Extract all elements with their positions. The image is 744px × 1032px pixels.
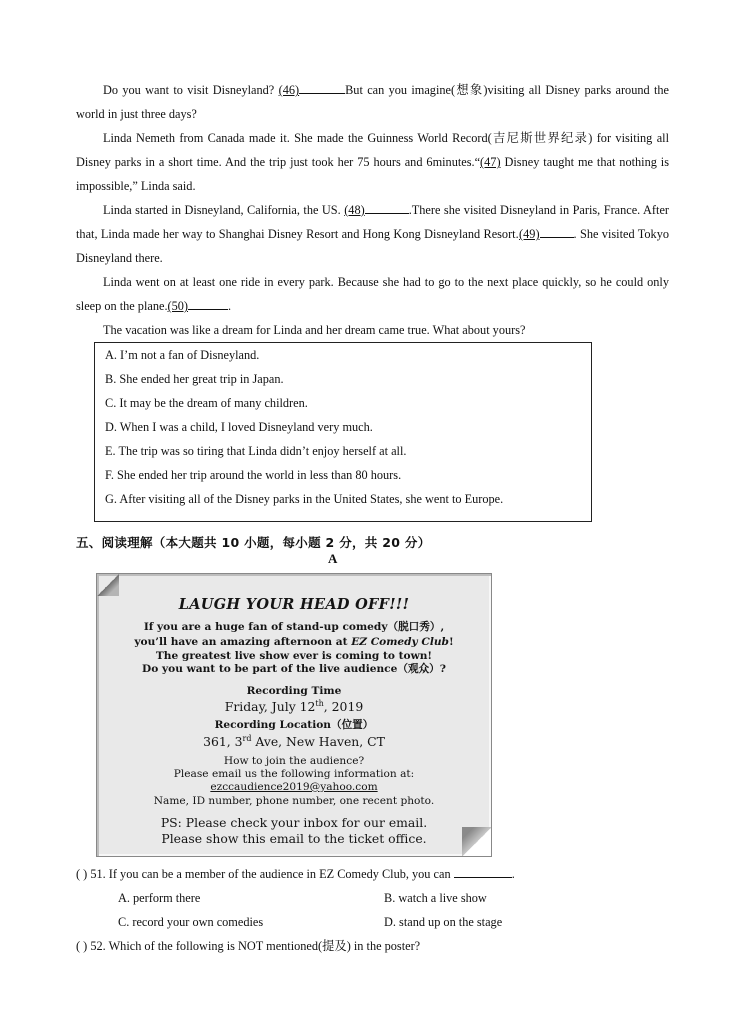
email-address[interactable]: ezccaudience2019@yahoo.com bbox=[210, 781, 378, 793]
choice-51-d[interactable]: D. stand up on the stage bbox=[384, 915, 503, 929]
option-b: B. She ended her great trip in Japan. bbox=[105, 372, 284, 386]
question-text: 51. If you can be a member of the audience in EZ Comedy Club, you can bbox=[90, 867, 451, 881]
option-f: F. She ended her trip around the world in less than 80 hours. bbox=[105, 468, 402, 482]
answer-paren[interactable]: ( ) bbox=[76, 867, 88, 881]
paragraph-5 bbox=[76, 318, 669, 342]
blank-46-label: (46) bbox=[278, 83, 300, 97]
text: Linda went on at least one ride in every park. Because she had to go to the next place quickly, so he could only sleep on the plane. bbox=[76, 275, 669, 313]
poster-line: The greatest live show ever is coming to town! bbox=[155, 650, 433, 662]
join-instructions: Please email us the following information at: bbox=[173, 768, 415, 780]
blank-46[interactable] bbox=[299, 81, 345, 94]
page-curl-icon bbox=[97, 574, 119, 596]
question-52 bbox=[76, 934, 420, 958]
recording-location-value: 361, 3rd Ave, New Haven, CT bbox=[203, 734, 385, 750]
recording-time-value: Friday, July 12th, 2019 bbox=[224, 699, 364, 715]
text: . bbox=[511, 867, 515, 881]
text: Disney taught me that nothing is impossible,” Linda said. bbox=[76, 155, 670, 193]
text: .There she visited Disneyland in Paris, France. After that, Linda made her way to Shanghai Disney Resort and Hong Kong Disneyland Resort. bbox=[76, 203, 669, 241]
choice-51-c[interactable]: C. record your own comedies bbox=[118, 915, 264, 929]
text: Linda started in Disneyland, California, the US. bbox=[103, 203, 341, 217]
join-question: How to join the audience? bbox=[223, 755, 365, 767]
blank-49-label: (49) bbox=[519, 227, 540, 241]
option-d: D. When I was a child, I loved Disneyland very much. bbox=[105, 420, 373, 434]
answer-paren[interactable]: ( ) bbox=[76, 939, 88, 953]
paragraph-3 bbox=[76, 198, 669, 270]
blank-50-label: (50) bbox=[167, 299, 189, 313]
option-e: E. The trip was so tiring that Linda didn’t enjoy herself at all. bbox=[105, 444, 407, 458]
blank-47-label: (47) bbox=[480, 155, 501, 169]
option-g: G. After visiting all of the Disney parks in the United States, she went to Europe. bbox=[105, 492, 504, 506]
comedy-poster bbox=[96, 573, 492, 857]
question-51 bbox=[76, 862, 515, 886]
choice-51-a[interactable]: A. perform there bbox=[118, 891, 201, 905]
text: Linda Nemeth from Canada made it. She made the Guinness World Record(吉尼斯世界纪录) for visiting all Disney parks in a short time. And the trip just took her 75 hours and 6minutes.“ bbox=[76, 131, 669, 169]
choice-51-b[interactable]: B. watch a live show bbox=[384, 891, 487, 905]
recording-time-label: Recording Time bbox=[246, 685, 342, 697]
section-letter: A bbox=[328, 551, 338, 566]
ps-line-1: PS: Please check your inbox for our email. bbox=[160, 815, 428, 830]
poster-line: If you are a huge fan of stand-up comedy（脱口秀）, bbox=[143, 621, 445, 633]
text: . She visited Tokyo Disneyland there. bbox=[76, 227, 669, 265]
recording-location-label: Recording Location（位置） bbox=[214, 719, 374, 731]
text: . bbox=[228, 299, 232, 313]
answer-blank[interactable] bbox=[454, 865, 512, 878]
blank-48-label: (48) bbox=[344, 203, 365, 217]
question-text: 52. Which of the following is NOT mentioned(提及) in the poster? bbox=[90, 939, 421, 953]
text: But can you imagine(想象)visiting all Disney parks around the world in just three days? bbox=[76, 83, 669, 121]
paragraph-1 bbox=[76, 78, 669, 126]
poster-line: you’ll have an amazing afternoon at EZ Comedy Club! bbox=[134, 636, 454, 648]
join-details: Name, ID number, phone number, one recent photo. bbox=[153, 795, 435, 807]
option-a: A. I’m not a fan of Disneyland. bbox=[105, 348, 260, 362]
paragraph-4 bbox=[76, 270, 669, 318]
poster-heading: LAUGH YOUR HEAD OFF!!! bbox=[178, 596, 410, 613]
blank-49[interactable] bbox=[540, 225, 574, 238]
blank-50[interactable] bbox=[188, 297, 228, 310]
text: Do you want to visit Disneyland? bbox=[103, 83, 275, 97]
option-c: C. It may be the dream of many children. bbox=[105, 396, 308, 410]
poster-line: Do you want to be part of the live audience（观众）? bbox=[142, 663, 446, 675]
text: The vacation was like a dream for Linda and her dream came true. What about yours? bbox=[103, 323, 526, 337]
section-title: 五、阅读理解（本大题共 10 小题，每小题 2 分，共 20 分） bbox=[76, 535, 431, 550]
ps-line-2: Please show this email to the ticket office. bbox=[161, 831, 427, 846]
options-box bbox=[94, 342, 592, 522]
paragraph-2 bbox=[76, 126, 669, 198]
blank-48[interactable] bbox=[365, 201, 409, 214]
